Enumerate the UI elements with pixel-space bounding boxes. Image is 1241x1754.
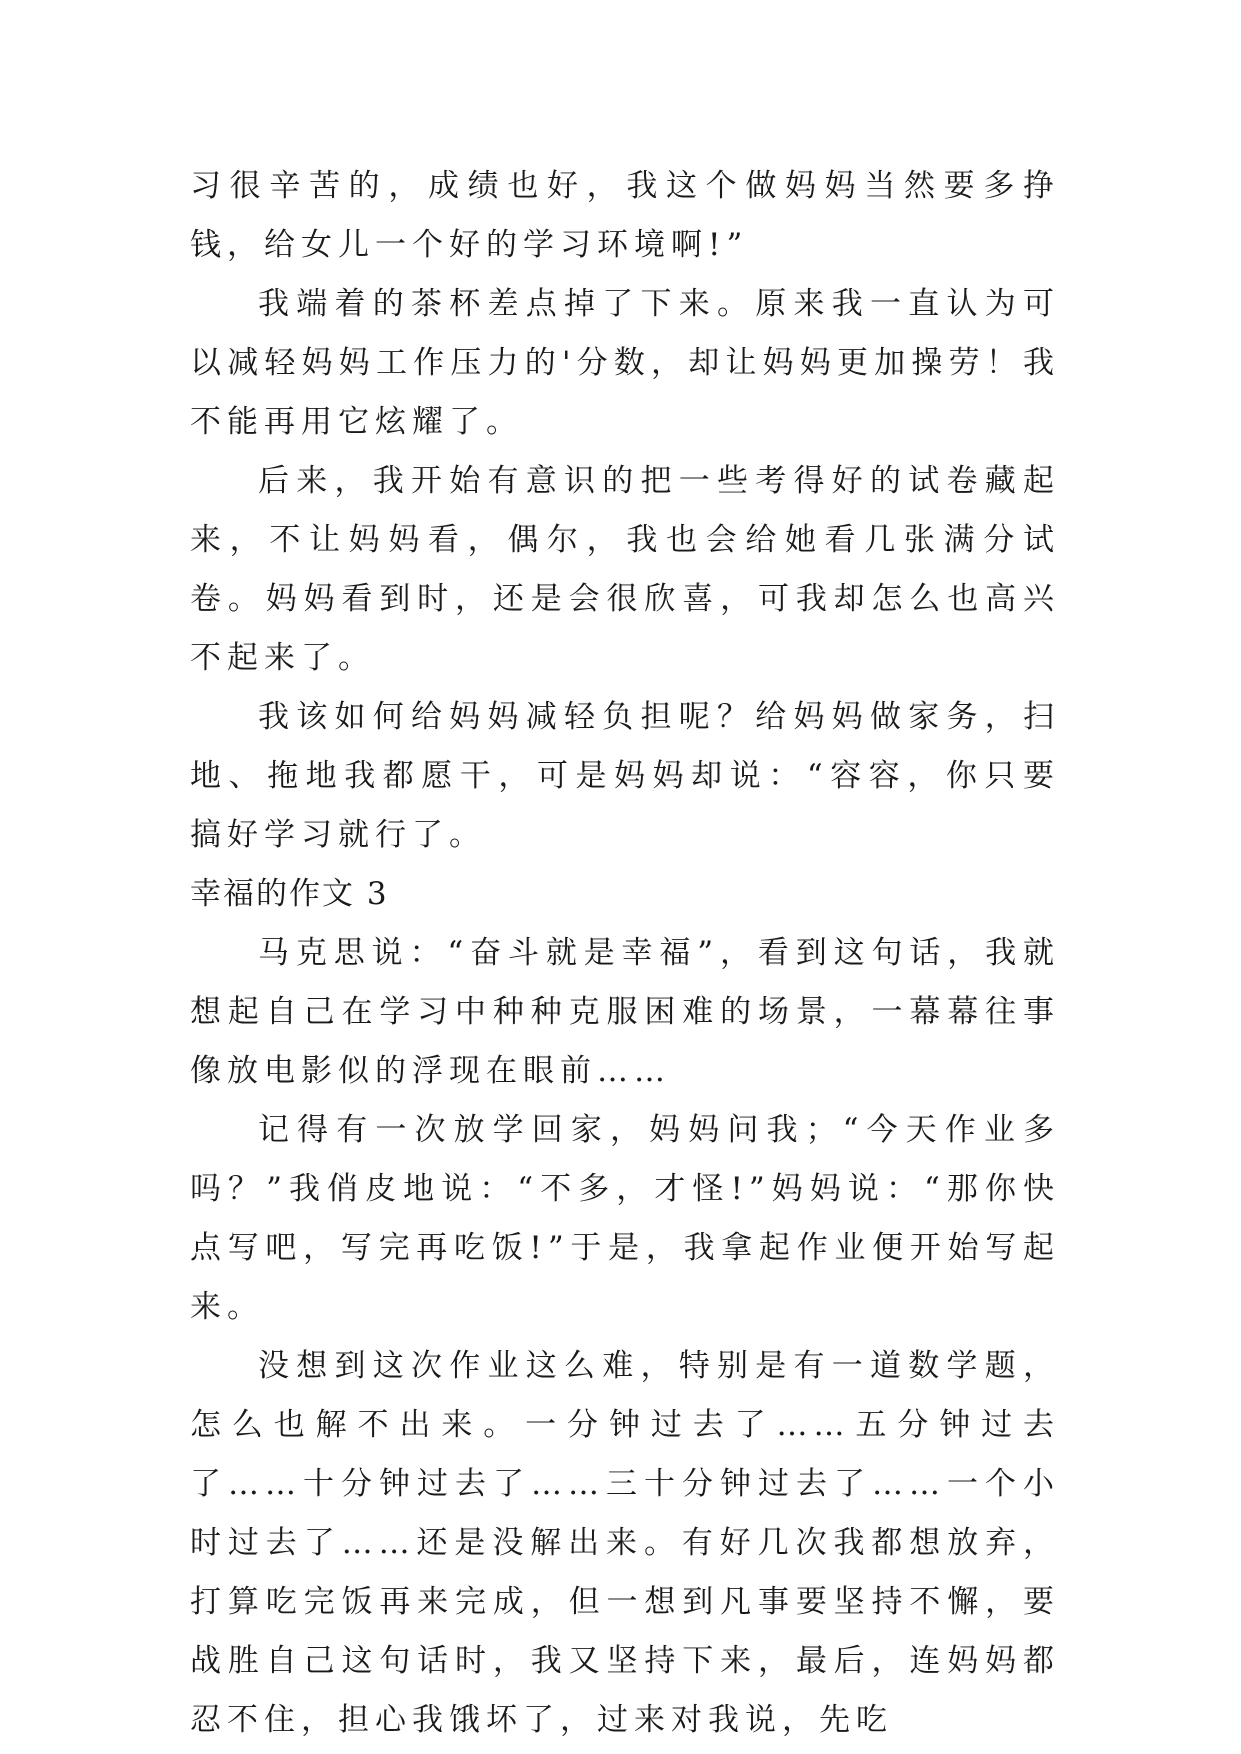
paragraph: 后来，我开始有意识的把一些考得好的试卷藏起来，不让妈妈看，偶尔，我也会给她看几张满分试卷。妈妈看到时，还是会很欣喜，可我却怎么也高兴不起来了。 (190, 463, 1060, 676)
paragraph: 习很辛苦的，成绩也好，我这个做妈妈当然要多挣钱，给女儿一个好的学习环境啊!” (190, 168, 1060, 263)
paragraph: 我端着的茶杯差点掉了下来。原来我一直认为可以减轻妈妈工作压力的'分数，却让妈妈更加操劳！我不能再用它炫耀了。 (190, 286, 1060, 440)
paragraph: 记得有一次放学回家，妈妈问我；“今天作业多吗？”我俏皮地说：“不多，才怪!”妈妈说：“那你快点写吧，写完再吃饭!”于是，我拿起作业便开始写起来。 (190, 1112, 1060, 1325)
section-heading: 幸福的作文 3 (190, 876, 389, 912)
paragraph: 我该如何给妈妈减轻负担呢？给妈妈做家务，扫地、拖地我都愿干，可是妈妈却说：“容容，你只要搞好学习就行了。 (190, 699, 1060, 853)
document-body (190, 157, 1060, 1750)
paragraph: 马克思说：“奋斗就是幸福”，看到这句话，我就想起自己在学习中种种克服困难的场景，一幕幕往事像放电影似的浮现在眼前…… (190, 935, 1060, 1089)
paragraph: 没想到这次作业这么难，特别是有一道数学题，怎么也解不出来。一分钟过去了……五分钟过去了……十分钟过去了……三十分钟过去了……一个小时过去了……还是没解出来。有好几次我都想放弃，打算吃完饭再来完成，但一想到凡事要坚持不懈，要战胜自己这句话时，我又坚持下来，最后，连妈妈都忍不住，担心我饿坏了，过来对我说，先吃 (190, 1348, 1060, 1738)
